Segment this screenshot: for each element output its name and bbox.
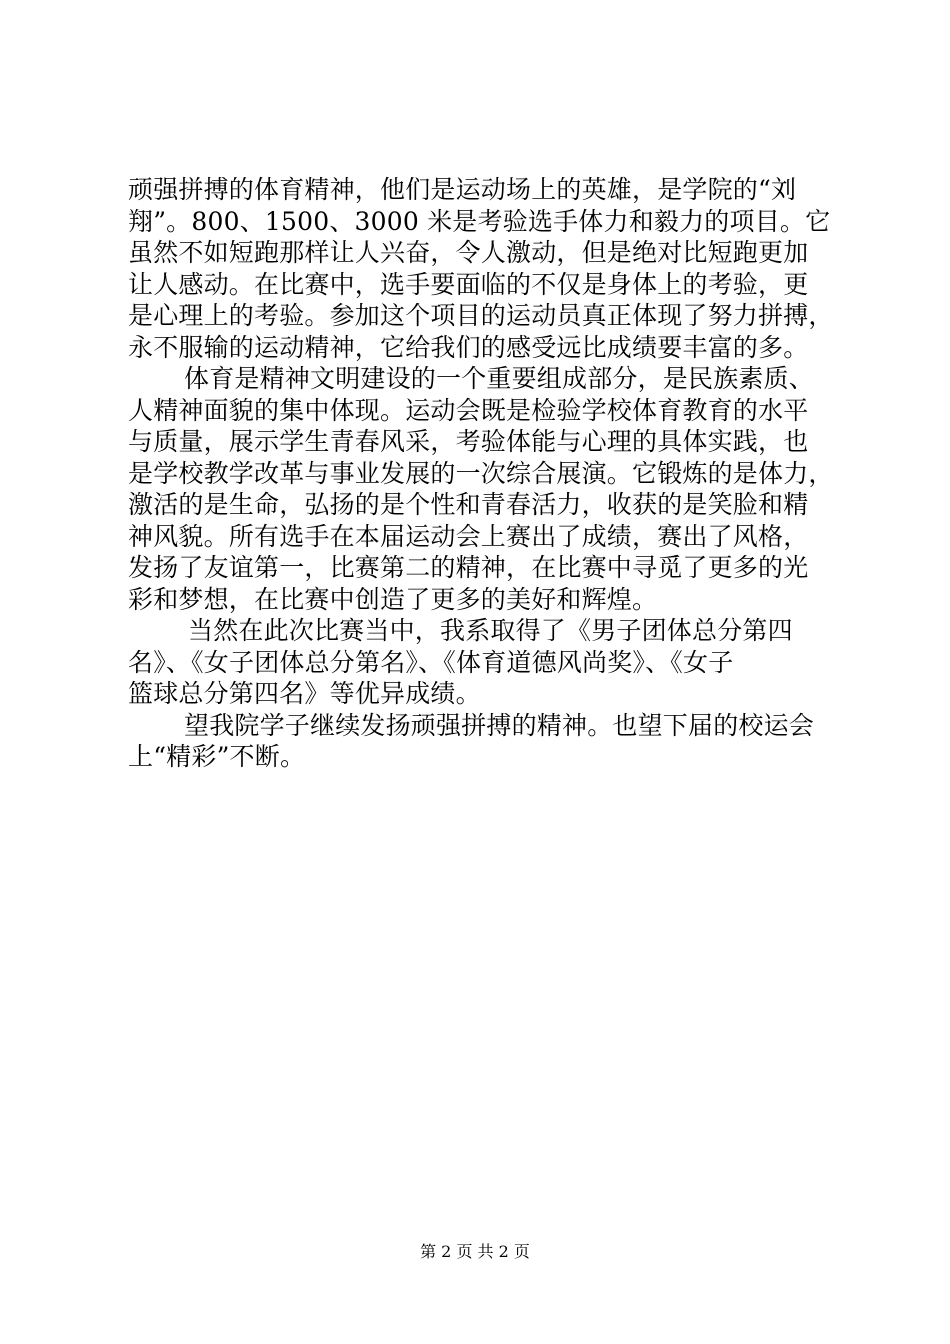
text-line: 让人感动。在比赛中，选手要面临的不仅是身体上的考验，更 (128, 269, 809, 299)
text-line: 当然在此次比赛当中，我系取得了《男子团体总分第四 (188, 616, 793, 645)
paragraph-4 (128, 710, 828, 773)
text-line: 顽强拼搏的体育精神，他们是运动场上的英雄，是学院的“刘 (128, 175, 797, 204)
document-body (128, 174, 834, 773)
text-line: 虽然不如短跑那样让人兴奋，令人激动，但是绝对比短跑更加 (128, 238, 809, 267)
text-line: 激活的是生命，弘扬的是个性和青春活力，收获的是笑脸和精 (128, 490, 809, 519)
text-line: 人精神面貌的集中体现。运动会既是检验学校体育教育的水平 (128, 395, 809, 425)
text-line: 望我院学子继续发扬顽强拼搏的精神。也望下届的校运会 (184, 710, 815, 740)
text-line: 篮球总分第四名》等优异成绩。 (128, 679, 481, 708)
text-line: 与质量，展示学生青春风采，考验体能与心理的具体实践，也 (128, 427, 809, 456)
text-line: 是学校教学改革与事业发展的一次综合展演。它锻炼的是体力， (128, 458, 834, 488)
text-line: 是心理上的考验。参加这个项目的运动员真正体现了努力拼搏， (128, 301, 834, 330)
page-number-footer: 第 2 页 共 2 页 (420, 1242, 530, 1261)
text-line: 神风貌。所有选手在本届运动会上赛出了成绩，赛出了风格， (128, 521, 809, 551)
paragraph-1 (128, 174, 834, 363)
text-line: 彩和梦想，在比赛中创造了更多的美好和辉煌。 (128, 584, 658, 614)
text-line: 名》、《女子团体总分第名》、《体育道德风尚奖》、《女子 (128, 647, 734, 677)
paragraph-3 (128, 615, 828, 710)
text-line: 永不服输的运动精神，它给我们的感受远比成绩要丰富的多。 (128, 332, 809, 362)
text-line: 体育是精神文明建设的一个重要组成部分，是民族素质、 (184, 364, 815, 393)
paragraph-2 (128, 363, 834, 615)
text-line: 翔”。800、1500、3000 米是考验选手体力和毅力的项目。它 (128, 206, 831, 236)
text-line: 发扬了友谊第一，比赛第二的精神，在比赛中寻觅了更多的光 (128, 553, 809, 582)
text-line: 上“精彩”不断。 (128, 742, 306, 771)
